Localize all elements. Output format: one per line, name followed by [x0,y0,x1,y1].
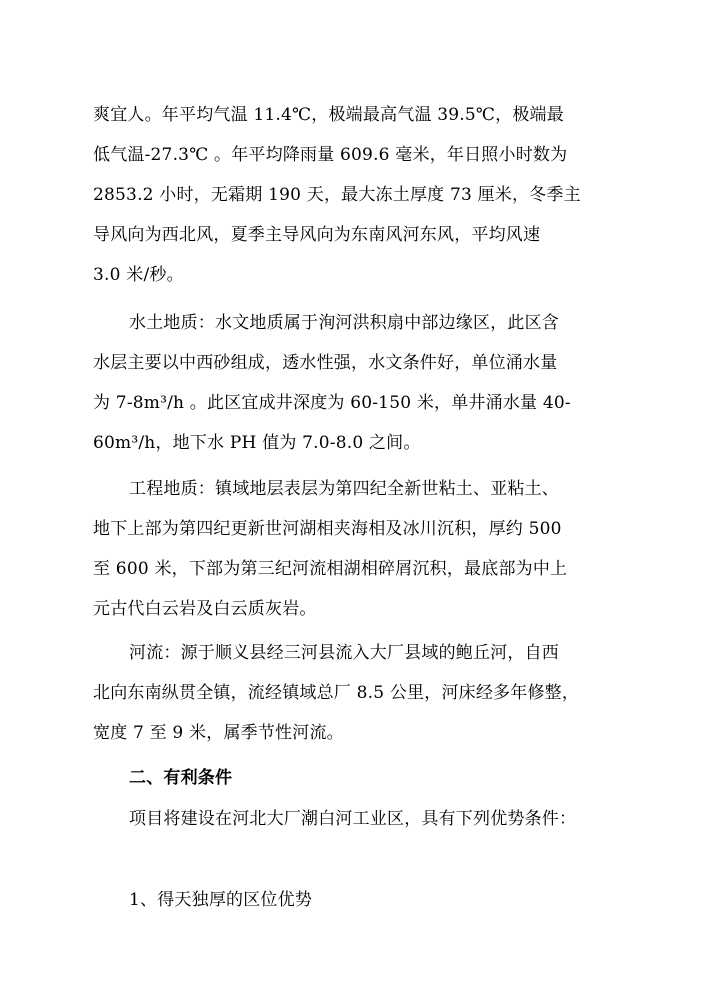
river-line-2: 北向东南纵贯全镇，流经镇域总厂 8.5 公里，河床经多年修整， [93,683,580,703]
climate-line-2: 低气温-27.3℃ 。年平均降雨量 609.6 毫米，年日照小时数为 [93,145,568,165]
climate-line-5: 3.0 米/秒。 [93,265,184,285]
engineering-geology-line-3: 至 600 米，下部为第三纪河流相湖相碎屑沉积，最底部为中上 [93,559,568,579]
intro-paragraph: 项目将建设在河北大厂潮白河工业区，具有下列优势条件： [129,809,577,829]
hydro-geology-line-3: 为 7-8m³/h 。此区宜成井深度为 60-150 米，单井涌水量 40- [93,393,571,413]
hydro-geology-line-1: 水土地质：水文地质属于洵河洪积扇中部边缘区，此区含 [129,313,559,333]
climate-line-3: 2853.2 小时，无霜期 190 天，最大冻土厚度 73 厘米，冬季主 [93,185,581,205]
hydro-geology-line-2: 水层主要以中西砂组成，透水性强，水文条件好，单位涌水量 [93,353,558,373]
river-line-1: 河流：源于顺义县经三河县流入大厂县域的鲍丘河，自西 [129,643,559,663]
climate-line-4: 导风向为西北风，夏季主导风向为东南风河东风，平均风速 [93,225,541,245]
hydro-geology-line-4: 60m³/h，地下水 PH 值为 7.0-8.0 之间。 [93,433,421,453]
river-line-3: 宽度 7 至 9 米，属季节性河流。 [93,723,344,743]
section-heading: 二、有利条件 [129,768,233,788]
engineering-geology-line-4: 元古代白云岩及白云质灰岩。 [93,599,317,619]
engineering-geology-line-1: 工程地质：镇域地层表层为第四纪全新世粘土、亚粘土、 [129,479,559,499]
subheading-location-advantage: 1、得天独厚的区位优势 [129,890,313,910]
engineering-geology-line-2: 地下上部为第四纪更新世河湖相夹海相及冰川沉积，厚约 500 [93,519,562,539]
climate-line-1: 爽宜人。年平均气温 11.4℃，极端最高气温 39.5℃，极端最 [93,105,564,125]
